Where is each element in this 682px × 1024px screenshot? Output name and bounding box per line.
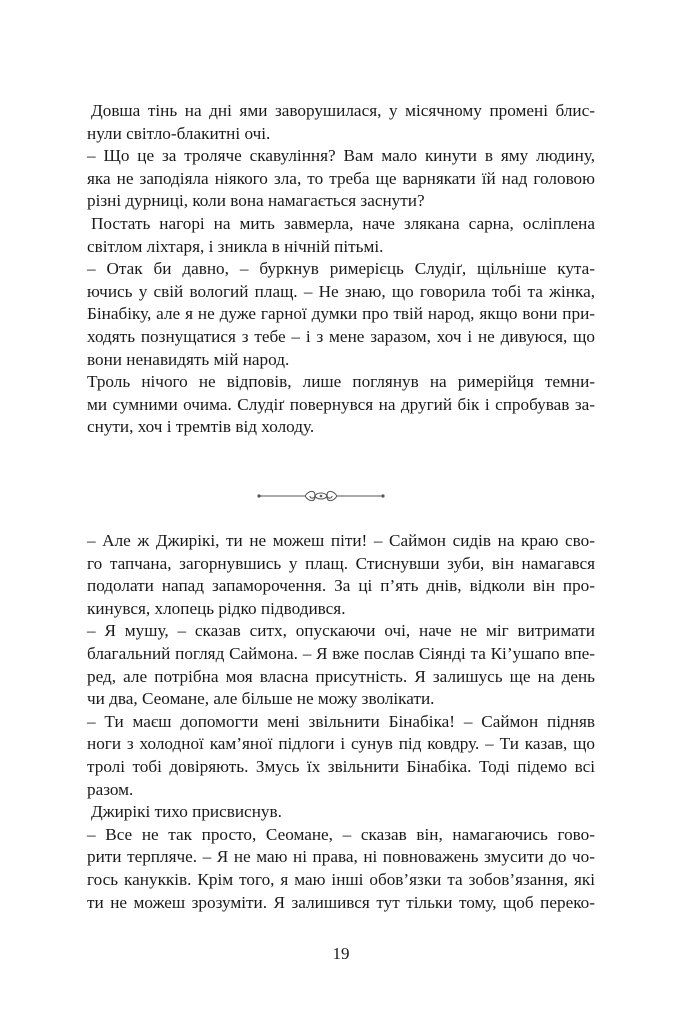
text-line: – Отак би давно, – буркнув римерієць Слудіґ, щільніше кута- [87, 259, 595, 279]
text-section-1 [87, 100, 595, 439]
text-line: благальний погляд Саймона. – Я вже послав Сіянді та Кі’ушапо впе- [87, 643, 595, 663]
text-line: Троль нічого не відповів, лише поглянув на римерійця темни- [87, 372, 595, 392]
text-line: – Що це за троляче скавуління? Вам мало кинути в яму людину, [87, 146, 595, 166]
text-line: ми сумними очима. Слудіґ повернувся на другий бік і спробував за- [87, 394, 595, 414]
text-line: ючись у свій вологий плащ. – Не знаю, що говорила тобі та жінка, [87, 281, 595, 301]
text-line: Постать нагорі на мить завмерла, наче злякана сарна, осліплена [91, 213, 595, 233]
text-line: го тапчана, загорнувшись у плащ. Стиснувши зуби, він намагався [87, 553, 595, 573]
text-line: – Ти маєш допомогти мені звільнити Бінабіка! – Саймон підняв [87, 711, 595, 731]
text-line: Джирікі тихо присвиснув. [91, 802, 282, 822]
text-line: вони ненавидять мій народ. [87, 349, 290, 369]
text-line: ноги з холодної кам’яної підлоги і сунув під ковдру. – Ти казав, що [87, 734, 595, 754]
page-number: 19 [332, 944, 350, 963]
text-section-2 [87, 530, 595, 914]
text-line: різні дурниці, коли вона намагається заснути? [87, 191, 425, 211]
text-line: Бінабіку, але я не дуже гарної думки про твій народ, якщо вони при- [87, 304, 595, 324]
text-line: ред, але потрібна моя власна присутність. Я залишусь ще на день [87, 666, 595, 686]
text-line: разом. [87, 779, 134, 799]
text-line: ти не можеш зрозуміти. Я залишився тут тільки тому, щоб переко- [87, 892, 595, 912]
text-line: ходять познущатися з тебе – і з мене заразом, хоч і не дивуюся, що [87, 326, 595, 346]
text-line: подолати напад запаморочення. За ці п’ять днів, відколи він про- [87, 576, 595, 596]
scroll-ornament-icon [255, 487, 387, 505]
text-line: кинувся, хлопець рідко підводився. [87, 598, 346, 618]
text-line: – Я мушу, – сказав ситх, опускаючи очі, наче не міг витримати [87, 621, 595, 641]
text-line: нули світло-блакитні очі. [87, 123, 271, 143]
text-line: – Але ж Джирікі, ти не можеш піти! – Саймон сидів на краю сво- [87, 531, 595, 550]
text-line: – Все не так просто, Сеомане, – сказав він, намагаючись гово- [87, 824, 595, 844]
text-line: Довша тінь на дні ями заворушилася, у місячному промені блис- [91, 101, 595, 120]
text-line: тролі тобі довіряють. Змусь їх звільнити Бінабіка. Тоді підемо всі [87, 756, 595, 776]
text-line: світлом ліхтаря, і зникла в нічній пітьмі. [87, 236, 384, 256]
text-line: снути, хоч і тремтів від холоду. [87, 417, 315, 437]
text-line: чи два, Сеомане, але більше не можу зволікати. [87, 689, 435, 709]
text-line: рити терпляче. – Я не маю ні права, ні повноважень змусити до чо- [87, 847, 595, 867]
text-line: гось канукків. Крім того, я маю інші обов’язки та зобов’язання, які [87, 869, 595, 889]
text-line: яка не заподіяла ніякого зла, то треба ще варнякати їй над головою [87, 168, 595, 188]
